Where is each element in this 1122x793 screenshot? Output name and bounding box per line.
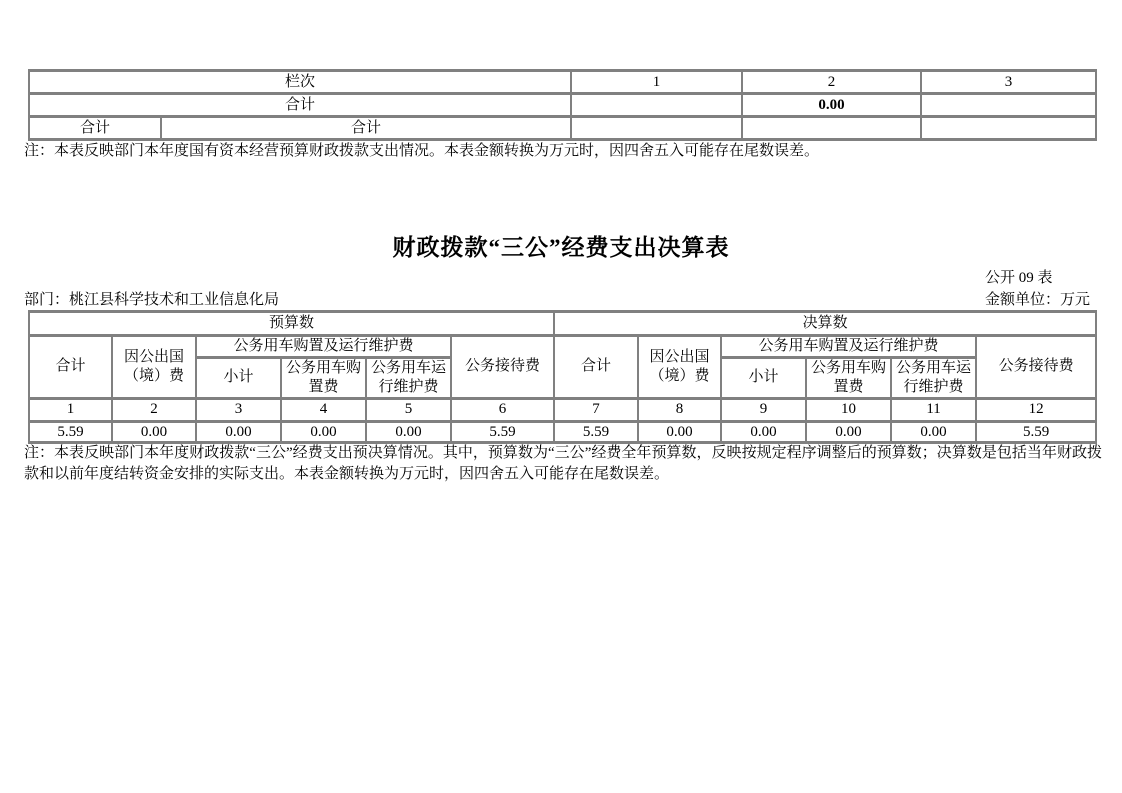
state-capital-table-note: 注：本表反映部门本年度国有资本经营预算财政拨款支出情况。本表金额转换为万元时，因四舍五入可能存在尾数误差。 [24, 143, 820, 159]
col-number: 7 [554, 398, 638, 421]
top-total-value-1 [571, 94, 742, 117]
col-number: 12 [976, 398, 1096, 421]
budget-col-vehicle-group: 公务用车购置及运行维护费 [196, 336, 451, 358]
final-col-purchase: 公务用车购置费 [806, 358, 891, 399]
value-cell: 0.00 [112, 421, 196, 443]
top-total-label: 合计 [29, 94, 571, 117]
col-number: 10 [806, 398, 891, 421]
final-col-maintenance: 公务用车运行维护费 [891, 358, 976, 399]
top-detail-label-a: 合计 [29, 117, 161, 140]
top-col-header-3: 3 [921, 71, 1096, 94]
top-col-header-2: 2 [742, 71, 921, 94]
top-table-header-row [29, 71, 1096, 94]
col-number: 6 [451, 398, 554, 421]
value-cell: 0.00 [196, 421, 281, 443]
final-col-reception: 公务接待费 [976, 336, 1096, 399]
value-cell: 5.59 [451, 421, 554, 443]
value-cell: 5.59 [29, 421, 112, 443]
col-number: 9 [721, 398, 806, 421]
col-number: 5 [366, 398, 451, 421]
value-cell: 0.00 [721, 421, 806, 443]
value-cell: 0.00 [891, 421, 976, 443]
final-col-abroad: 因公出国（境）费 [638, 336, 721, 399]
col-number: 2 [112, 398, 196, 421]
department-label: 部门：桃江县科学技术和工业信息化局 [24, 292, 280, 308]
main-table-header-row-1 [29, 336, 1096, 358]
top-total-value-3 [921, 94, 1096, 117]
col-number: 4 [281, 398, 366, 421]
top-detail-value-1 [571, 117, 742, 140]
budget-col-total: 合计 [29, 336, 112, 399]
top-col-header-1: 1 [571, 71, 742, 94]
col-number: 1 [29, 398, 112, 421]
final-col-subtotal: 小计 [721, 358, 806, 399]
group-header-budget: 预算数 [29, 312, 554, 336]
value-cell: 0.00 [806, 421, 891, 443]
budget-col-reception: 公务接待费 [451, 336, 554, 399]
table-code-label: 公开 09 表 [985, 270, 1053, 286]
main-table-column-number-row [29, 398, 1096, 421]
amount-unit-label: 金额单位：万元 [985, 292, 1091, 308]
value-cell: 5.59 [976, 421, 1096, 443]
col-number: 3 [196, 398, 281, 421]
main-table-group-row [29, 312, 1096, 336]
page-title: 财政拨款“三公”经费支出决算表 [392, 235, 730, 260]
top-detail-value-3 [921, 117, 1096, 140]
final-col-total: 合计 [554, 336, 638, 399]
group-header-final: 决算数 [554, 312, 1096, 336]
final-col-vehicle-group: 公务用车购置及运行维护费 [721, 336, 976, 358]
main-table-data-row [29, 421, 1096, 443]
budget-col-maintenance: 公务用车运行维护费 [366, 358, 451, 399]
value-cell: 0.00 [281, 421, 366, 443]
top-table-detail-row [29, 117, 1096, 140]
state-capital-expense-table [28, 69, 1097, 141]
top-col-header-label: 栏次 [29, 71, 571, 94]
budget-col-purchase: 公务用车购置费 [281, 358, 366, 399]
col-number: 8 [638, 398, 721, 421]
top-detail-label-b: 合计 [161, 117, 571, 140]
budget-col-subtotal: 小计 [196, 358, 281, 399]
top-detail-value-2 [742, 117, 921, 140]
three-public-expenses-table [28, 310, 1097, 444]
top-total-value-2: 0.00 [742, 94, 921, 117]
top-table-total-row [29, 94, 1096, 117]
value-cell: 0.00 [366, 421, 451, 443]
value-cell: 5.59 [554, 421, 638, 443]
budget-col-abroad: 因公出国（境）费 [112, 336, 196, 399]
value-cell: 0.00 [638, 421, 721, 443]
three-public-table-note: 注：本表反映部门本年度财政拨款“三公”经费支出预决算情况。其中，预算数为“三公”经费全年预算数，反映按规定程序调整后的预算数；决算数是包括当年财政拨款和以前年度结转资金安排的实际支出。本表金额转换为万元时，因四舍五入可能存在尾数误差。 [24, 445, 1102, 482]
col-number: 11 [891, 398, 976, 421]
